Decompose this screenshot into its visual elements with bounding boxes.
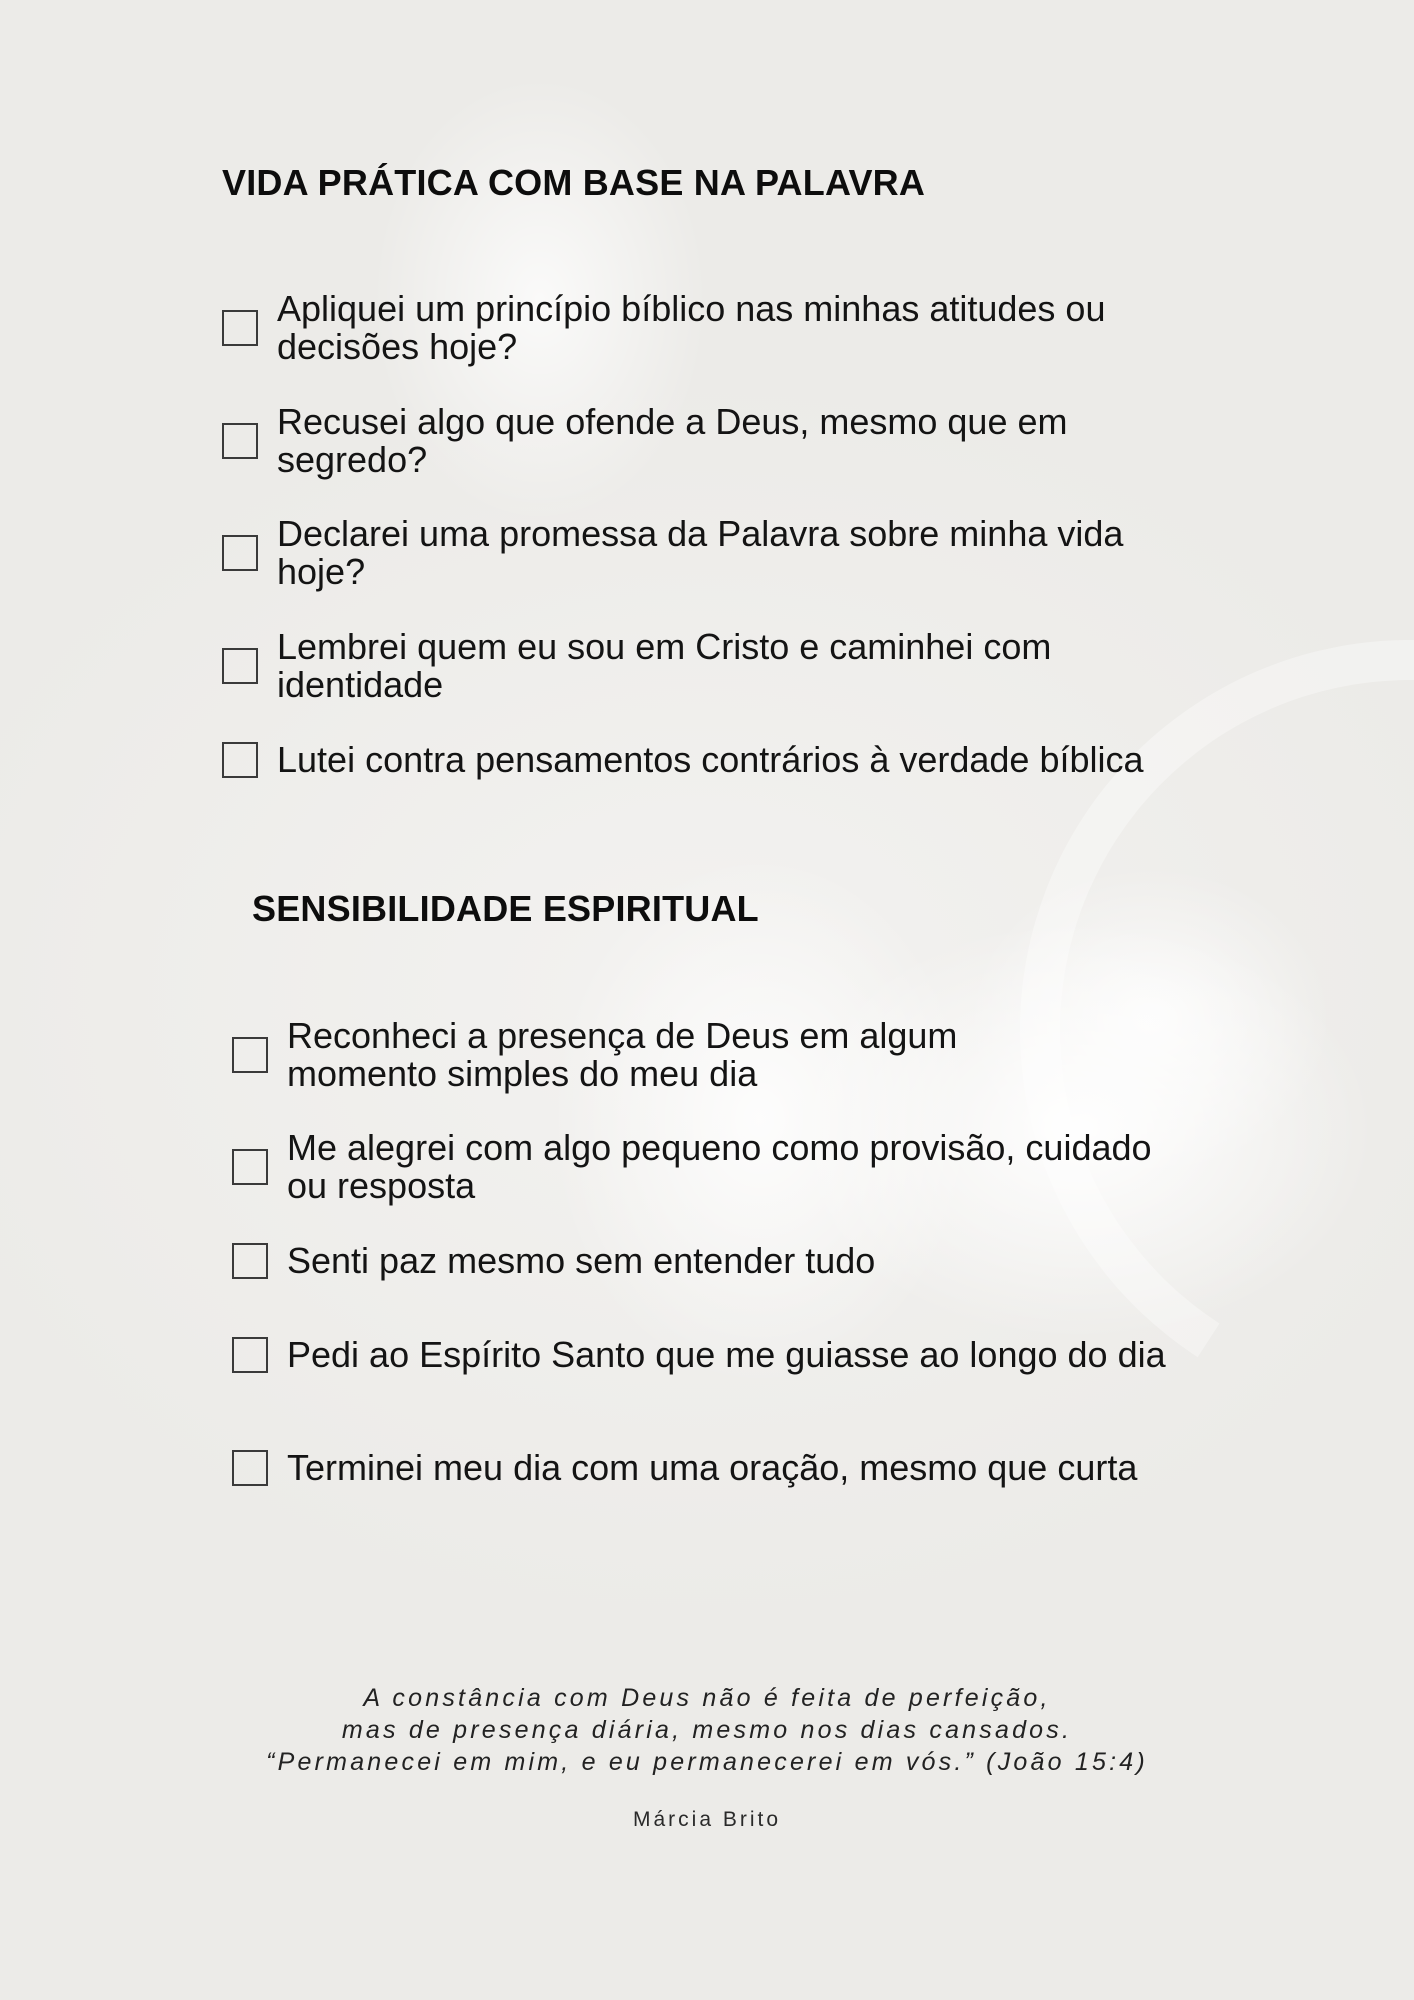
checklist-item-label: Pedi ao Espírito Santo que me guiasse ao longo do dia bbox=[287, 1334, 1166, 1375]
checklist-item bbox=[222, 741, 1157, 779]
checkbox[interactable] bbox=[232, 1243, 268, 1279]
checklist-item-label: Senti paz mesmo sem entender tudo bbox=[287, 1240, 876, 1281]
checkbox[interactable] bbox=[232, 1337, 268, 1373]
checklist-item-label: Me alegrei com algo pequeno como provisão, cuidado ou resposta bbox=[287, 1127, 1152, 1206]
checkbox[interactable] bbox=[222, 310, 258, 346]
checkbox[interactable] bbox=[222, 423, 258, 459]
checklist-item-label: Lutei contra pensamentos contrários à verdade bíblica bbox=[277, 739, 1144, 780]
section-title-sensibilidade-espiritual: SENSIBILIDADE ESPIRITUAL bbox=[252, 888, 759, 929]
quote-line: mas de presença diária, mesmo nos dias cansados. bbox=[341, 1716, 1073, 1744]
quote-line: “Permanecei em mim, e eu permanecerei em vós.” (João 15:4) bbox=[266, 1748, 1148, 1776]
quote-line: A constância com Deus não é feita de perfeição, bbox=[363, 1684, 1051, 1712]
checklist-item-label: Lembrei quem eu sou em Cristo e caminhei com identidade bbox=[277, 626, 1052, 705]
checklist-item bbox=[232, 1129, 1157, 1205]
closing-quote bbox=[0, 1682, 1414, 1778]
checklist-item bbox=[222, 290, 1257, 366]
author-signature: Márcia Brito bbox=[632, 1808, 782, 1831]
checklist-item-label: Terminei meu dia com uma oração, mesmo que curta bbox=[287, 1447, 1138, 1488]
checkbox[interactable] bbox=[222, 648, 258, 684]
checklist-item bbox=[232, 1336, 1227, 1374]
checkbox[interactable] bbox=[232, 1149, 268, 1185]
checkbox[interactable] bbox=[232, 1450, 268, 1486]
checklist-item bbox=[232, 1017, 1087, 1093]
checkbox[interactable] bbox=[222, 535, 258, 571]
checkbox[interactable] bbox=[232, 1037, 268, 1073]
checklist-item bbox=[222, 515, 1157, 591]
checklist-item bbox=[232, 1242, 1157, 1280]
checklist-item bbox=[222, 403, 1207, 479]
checklist-item bbox=[222, 628, 1177, 704]
checklist-item bbox=[232, 1449, 1167, 1487]
checklist-item-label: Apliquei um princípio bíblico nas minhas atitudes ou decisões hoje? bbox=[277, 288, 1106, 367]
checklist-item-label: Declarei uma promessa da Palavra sobre minha vida hoje? bbox=[277, 513, 1124, 592]
checklist-item-label: Recusei algo que ofende a Deus, mesmo que em segredo? bbox=[277, 401, 1068, 480]
checklist-item-label: Reconheci a presença de Deus em algum momento simples do meu dia bbox=[287, 1015, 958, 1094]
checkbox[interactable] bbox=[222, 742, 258, 778]
section-title-vida-pratica: VIDA PRÁTICA COM BASE NA PALAVRA bbox=[222, 162, 926, 203]
